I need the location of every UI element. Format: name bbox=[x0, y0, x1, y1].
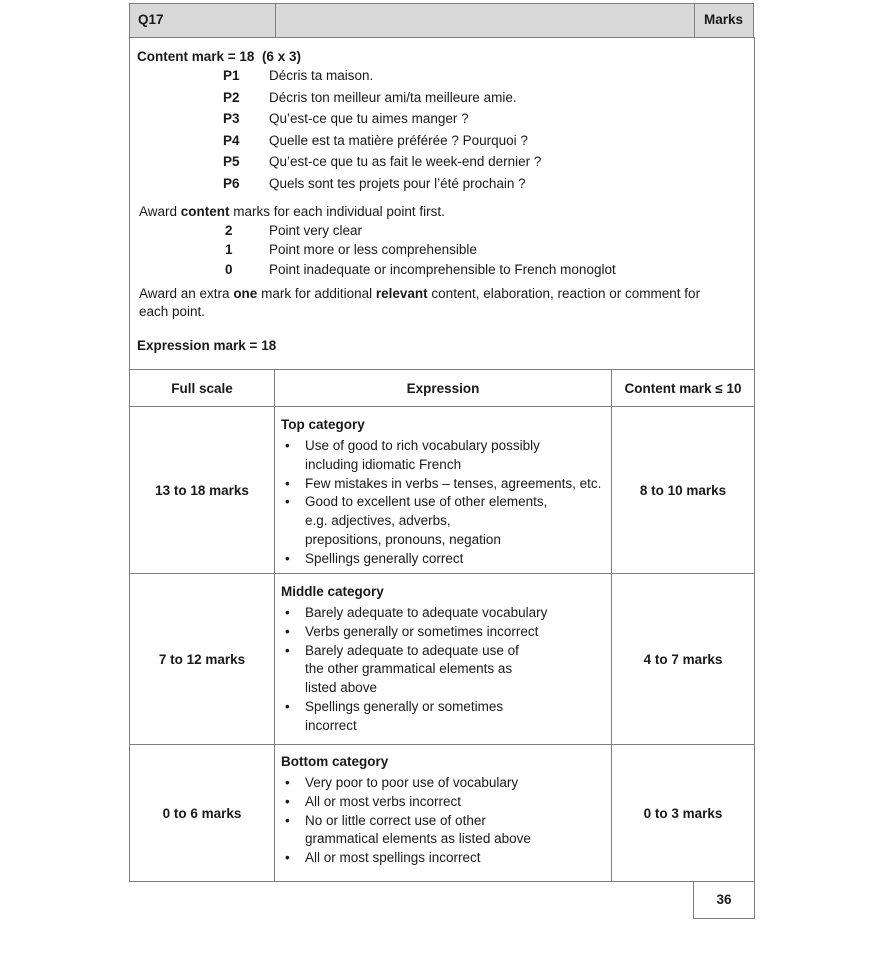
prompt-item bbox=[223, 174, 526, 193]
expression-mark-heading: Expression mark = 18 bbox=[137, 338, 277, 353]
prompt-code: P6 bbox=[223, 176, 240, 191]
full-scale-cell: 0 to 6 marks bbox=[162, 805, 242, 821]
category-title: Bottom category bbox=[281, 754, 389, 769]
criteria-bullet bbox=[281, 623, 611, 642]
criteria-bullet bbox=[281, 793, 611, 812]
scale-text: Point very clear bbox=[269, 223, 363, 238]
criteria-bullet bbox=[281, 550, 611, 569]
page-number-box bbox=[693, 881, 755, 919]
prompt-text: Décris ton meilleur ami/ta meilleure amie. bbox=[269, 89, 517, 105]
content-mark-heading: Content mark = 18 (6 x 3) bbox=[137, 49, 301, 64]
criteria-text: • Very poor to poor use of vocabulary bbox=[305, 775, 519, 790]
prompt-item bbox=[223, 152, 541, 171]
criteria-text: e.g. adjectives, adverbs, bbox=[305, 513, 451, 529]
header-content-mark: Content mark ≤ 10 bbox=[624, 380, 742, 396]
criteria-bullet bbox=[281, 642, 611, 698]
header-full-scale: Full scale bbox=[171, 380, 233, 396]
expression-cell bbox=[281, 582, 611, 736]
criteria-text: • No or little correct use of other bbox=[305, 812, 486, 828]
criteria-text: • Barely adequate to adequate vocabulary bbox=[305, 605, 548, 620]
criteria-text: • Good to excellent use of other elements, bbox=[305, 494, 548, 510]
criteria-list bbox=[281, 604, 611, 736]
criteria-text: the other grammatical elements as bbox=[305, 661, 513, 677]
criteria-text: • All or most verbs incorrect bbox=[305, 793, 462, 809]
category-title: Middle category bbox=[281, 584, 384, 599]
full-scale-cell: 7 to 12 marks bbox=[158, 651, 246, 667]
expression-cell bbox=[281, 752, 611, 868]
prompt-code: P1 bbox=[223, 68, 240, 83]
criteria-list bbox=[281, 774, 611, 868]
criteria-text: incorrect bbox=[305, 717, 357, 733]
prompt-item bbox=[223, 66, 373, 85]
award-content-line: Award content marks for each individual point first. bbox=[139, 204, 445, 219]
scale-score: 2 bbox=[225, 223, 233, 238]
prompt-code: P4 bbox=[223, 132, 240, 148]
page-number: 36 bbox=[716, 892, 732, 907]
full-scale-cell: 13 to 18 marks bbox=[155, 482, 249, 498]
scale-text: Point inadequate or incomprehensible to French monoglot bbox=[269, 261, 616, 277]
prompt-item bbox=[223, 88, 517, 107]
scale-item bbox=[223, 240, 477, 259]
criteria-text: grammatical elements as listed above bbox=[305, 831, 531, 847]
criteria-text: • Verbs generally or sometimes incorrect bbox=[305, 623, 539, 639]
criteria-text: • All or most spellings incorrect bbox=[305, 850, 481, 866]
criteria-text: • Few mistakes in verbs – tenses, agreements, etc. bbox=[305, 475, 602, 491]
header-divider bbox=[694, 4, 695, 37]
criteria-bullet bbox=[281, 604, 611, 623]
scale-score: 1 bbox=[225, 242, 233, 258]
question-number: Q17 bbox=[138, 12, 164, 27]
category-title: Top category bbox=[281, 417, 365, 432]
scale-item bbox=[223, 221, 362, 240]
prompt-text: Décris ta maison. bbox=[269, 68, 374, 83]
prompt-text: Qu’est-ce que tu as fait le week-end dernier ? bbox=[269, 154, 542, 170]
question-header-row bbox=[129, 3, 754, 38]
header-expression: Expression bbox=[406, 380, 480, 396]
scale-score: 0 bbox=[225, 261, 233, 277]
criteria-bullet bbox=[281, 774, 611, 793]
criteria-text: • Spellings generally or sometimes bbox=[305, 698, 504, 714]
scale-text: Point more or less comprehensible bbox=[269, 242, 477, 258]
scale-item bbox=[223, 260, 616, 279]
content-mark-cell: 0 to 3 marks bbox=[643, 805, 723, 821]
criteria-bullet bbox=[281, 493, 611, 549]
expression-cell bbox=[281, 415, 611, 569]
criteria-text: • Spellings generally correct bbox=[305, 550, 464, 566]
prompt-text: Quelle est ta matière préférée ? Pourquoi ? bbox=[269, 132, 528, 148]
criteria-text: • Barely adequate to adequate use of bbox=[305, 642, 519, 658]
content-mark-cell: 8 to 10 marks bbox=[639, 482, 727, 498]
header-divider bbox=[275, 4, 276, 37]
criteria-bullet bbox=[281, 698, 611, 736]
criteria-bullet bbox=[281, 475, 611, 494]
extra-mark-line-2: each point. bbox=[139, 304, 206, 319]
criteria-text: including idiomatic French bbox=[305, 456, 462, 472]
criteria-bullet bbox=[281, 437, 611, 475]
prompt-item bbox=[223, 131, 528, 150]
mark-scheme-box bbox=[129, 37, 755, 882]
content-mark-cell: 4 to 7 marks bbox=[643, 651, 723, 667]
criteria-text: • Use of good to rich vocabulary possibly bbox=[305, 438, 540, 453]
prompt-text: Qu’est-ce que tu aimes manger ? bbox=[269, 111, 469, 127]
criteria-bullet bbox=[281, 812, 611, 850]
prompt-code: P3 bbox=[223, 111, 240, 127]
criteria-bullet bbox=[281, 849, 611, 868]
extra-mark-line: Award an extra one mark for additional relevant content, elaboration, reaction or comment for bbox=[139, 286, 701, 301]
prompt-text: Quels sont tes projets pour l’été prochain ? bbox=[269, 176, 526, 191]
prompt-code: P5 bbox=[223, 154, 240, 170]
table-col-divider bbox=[274, 369, 275, 881]
criteria-text: prepositions, pronouns, negation bbox=[305, 531, 501, 547]
prompt-item bbox=[223, 109, 469, 128]
marks-label: Marks bbox=[704, 12, 744, 27]
criteria-list bbox=[281, 437, 611, 569]
criteria-text: listed above bbox=[305, 680, 378, 696]
prompt-code: P2 bbox=[223, 89, 240, 105]
